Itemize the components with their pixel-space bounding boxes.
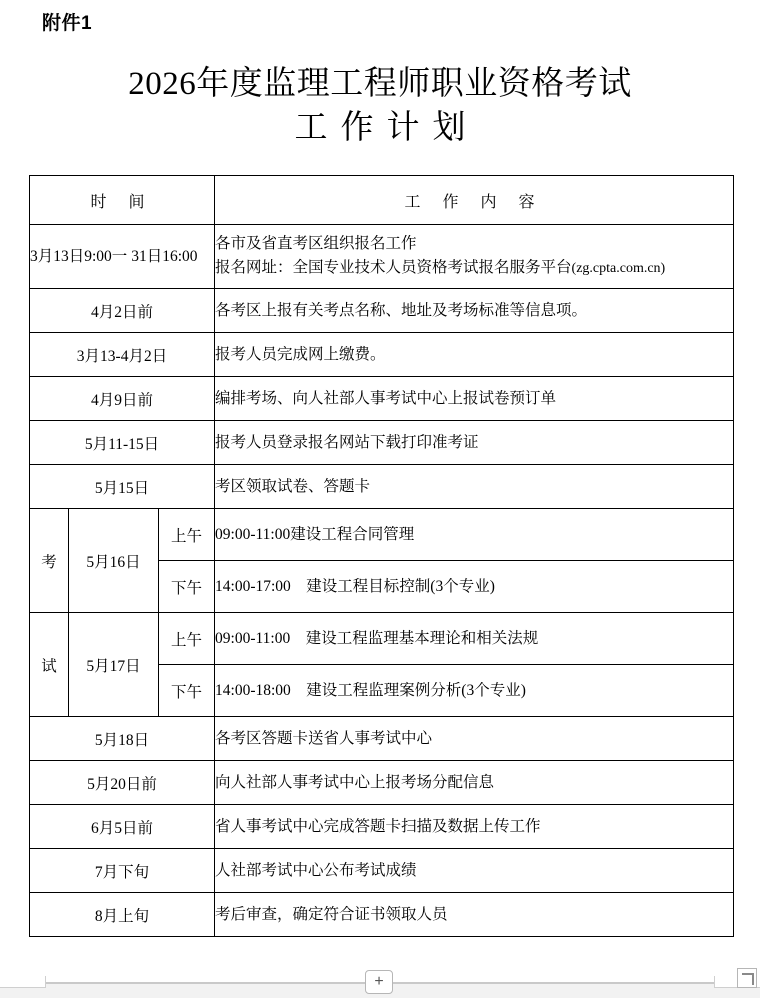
table-row: [30, 333, 734, 377]
exam-label-char-2: 试: [30, 613, 69, 717]
row-content-line-1: 各市及省直考区组织报名工作: [215, 235, 417, 252]
exam-content-cell: 14:00-18:00 建设工程监理案例分析(3个专业): [215, 665, 734, 717]
row-content-cell: 各考区上报有关考点名称、地址及考场标准等信息项。: [215, 289, 734, 333]
editor-page-chrome: [0, 962, 760, 998]
header-content: 工 作 内 容: [215, 176, 734, 225]
row-time-cell: 5月18日: [30, 717, 215, 761]
exam-content-cell: 09:00-11:00 建设工程监理基本理论和相关法规: [215, 613, 734, 665]
row-time-cell: 6月5日前: [30, 805, 215, 849]
row-content-text: 报名网址：全国专业技术人员资格考试报名服务平台: [215, 259, 572, 276]
row-content-cell: 考后审查，确定符合证书领取人员: [215, 893, 734, 937]
exam-session-cell: 下午: [159, 665, 215, 717]
exam-content-cell: 09:00-11:00建设工程合同管理: [215, 509, 734, 561]
table-row: [30, 289, 734, 333]
row-content-cell: [215, 225, 734, 289]
row-content-cell: 编排考场、向人社部人事考试中心上报试卷预订单: [215, 377, 734, 421]
row-time-line-1: 3月13日9:00一: [30, 248, 128, 265]
row-content-cell: 各考区答题卡送省人事考试中心: [215, 717, 734, 761]
title-line-2: 工作计划: [294, 110, 479, 146]
row-time-cell: 5月20日前: [30, 761, 215, 805]
exam-session-cell: 上午: [159, 509, 215, 561]
row-time-cell: 4月2日前: [30, 289, 215, 333]
table-row: [30, 717, 734, 761]
exam-session-cell: 下午: [159, 561, 215, 613]
resize-corner-handle[interactable]: [737, 968, 757, 988]
schedule-table: [29, 175, 734, 937]
table-header-row: [30, 176, 734, 225]
table-row: [30, 761, 734, 805]
row-content-line-2: [215, 256, 733, 281]
row-content-cell: 报考人员完成网上缴费。: [215, 333, 734, 377]
exam-row: [30, 509, 734, 561]
insert-page-button[interactable]: +: [365, 970, 393, 994]
page-title: [0, 62, 760, 150]
row-content-cell: 人社部考试中心公布考试成绩: [215, 849, 734, 893]
exam-label-char-1: 考: [30, 509, 69, 613]
exam-session-cell: 上午: [159, 613, 215, 665]
exam-date-cell: 5月16日: [69, 509, 159, 613]
table-row: [30, 377, 734, 421]
row-time-cell: 4月9日前: [30, 377, 215, 421]
row-content-cell: 向人社部人事考试中心上报考场分配信息: [215, 761, 734, 805]
table-row: [30, 893, 734, 937]
exam-row: [30, 613, 734, 665]
row-time-cell: 7月下旬: [30, 849, 215, 893]
exam-content-cell: 14:00-17:00 建设工程目标控制(3个专业): [215, 561, 734, 613]
table-row: [30, 421, 734, 465]
page-corner-left: [0, 976, 46, 988]
row-time-cell: 5月11-15日: [30, 421, 215, 465]
title-line-1: 2026年度监理工程师职业资格考试: [128, 66, 632, 102]
registration-url: (zg.cpta.com.cn): [571, 261, 666, 276]
table-row: [30, 225, 734, 289]
row-content-cell: 省人事考试中心完成答题卡扫描及数据上传工作: [215, 805, 734, 849]
attachment-label: 附件1: [42, 13, 93, 34]
table-row: [30, 465, 734, 509]
table-row: [30, 849, 734, 893]
exam-date-cell: 5月17日: [69, 613, 159, 717]
header-time: 时 间: [30, 176, 215, 225]
row-time-cell: 5月15日: [30, 465, 215, 509]
row-content-cell: 考区领取试卷、答题卡: [215, 465, 734, 509]
row-time-cell: 8月上旬: [30, 893, 215, 937]
row-content-cell: 报考人员登录报名网站下载打印准考证: [215, 421, 734, 465]
row-time-cell: 3月13-4月2日: [30, 333, 215, 377]
table-row: [30, 805, 734, 849]
row-time-line-2: 31日16:00: [131, 248, 198, 265]
row-time-cell: [30, 225, 215, 289]
corner-arrow-icon: [742, 973, 754, 985]
